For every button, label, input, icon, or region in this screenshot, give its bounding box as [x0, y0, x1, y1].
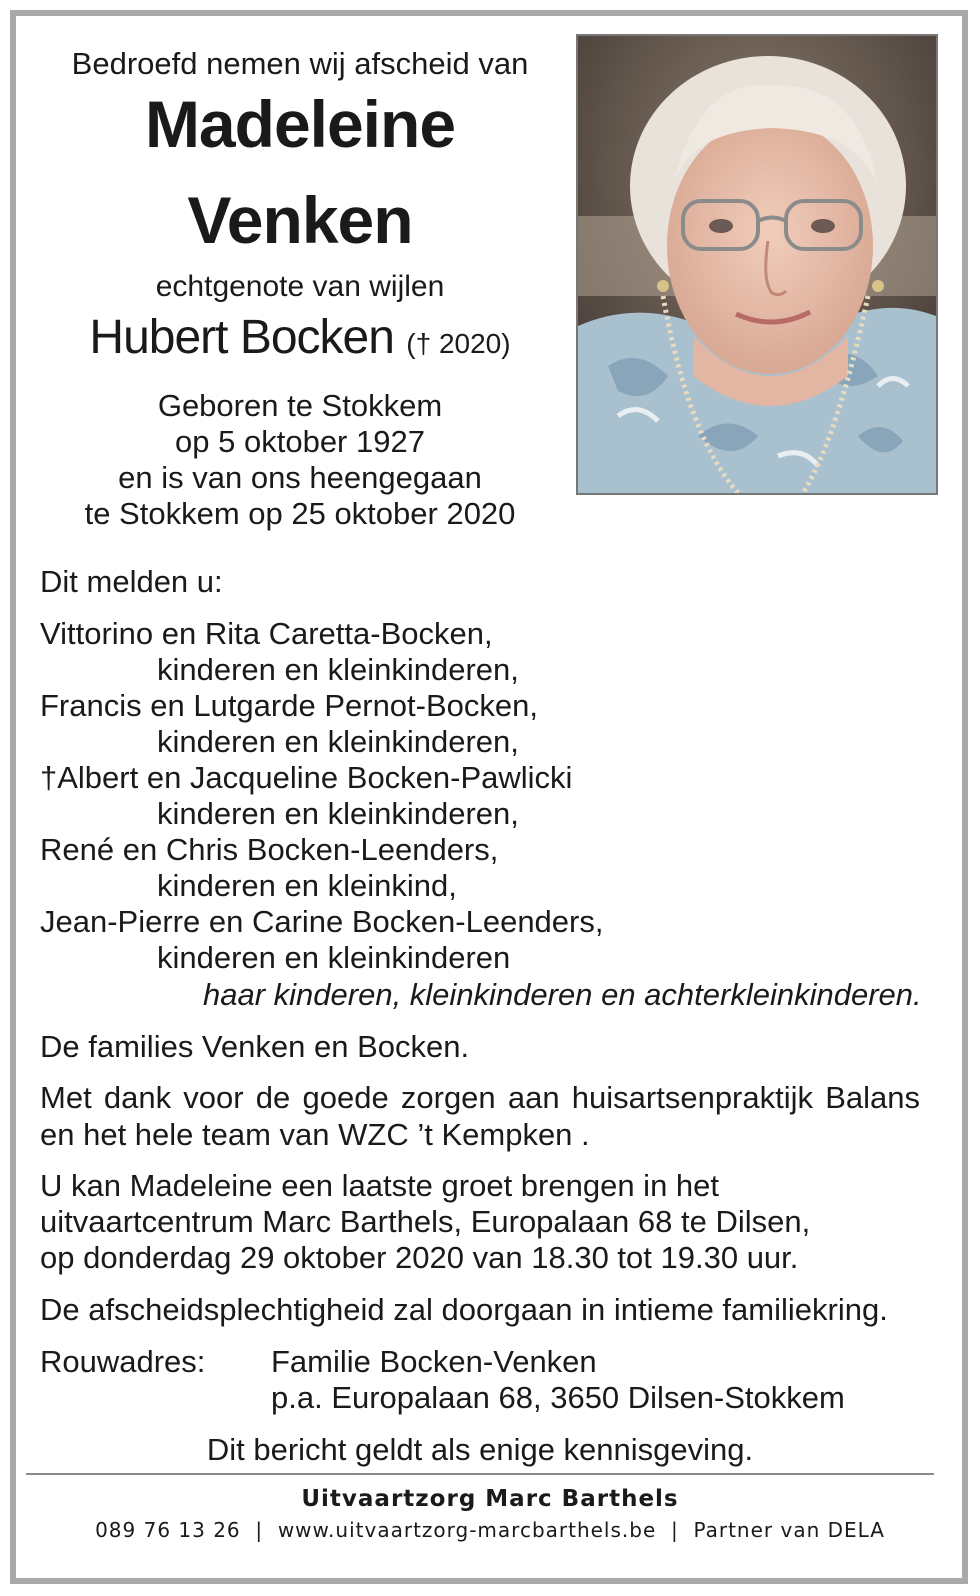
- birth-line-4: te Stokkem op 25 oktober 2020: [84, 496, 516, 531]
- thanks-line-2: en het hele team van WZC ’t Kempken .: [40, 1117, 590, 1152]
- footer-divider: [26, 1473, 934, 1475]
- birth-line-3: en is van ons heengegaan: [118, 460, 482, 495]
- family-name-1: Vittorino en Rita Caretta-Bocken,: [40, 616, 493, 651]
- visitation-line-1: U kan Madeleine een laatste groet brengen in het: [40, 1168, 720, 1203]
- thanks-line-1: Met dank voor de goede zorgen aan huisartsenpraktijk Balans: [40, 1080, 920, 1115]
- spouse-death: († 2020): [406, 328, 511, 359]
- family-sub-4: kinderen en kleinkind,: [157, 868, 457, 903]
- spouse-intro: echtgenote van wijlen: [155, 270, 445, 303]
- address-line-2: p.a. Europalaan 68, 3650 Dilsen-Stokkem: [271, 1380, 845, 1415]
- visitation-line-2: uitvaartcentrum Marc Barthels, Europalaan 68 te Dilsen,: [40, 1204, 811, 1239]
- address-label: Rouwadres:: [40, 1344, 206, 1379]
- family-name-5: Jean-Pierre en Carine Bocken-Leenders,: [40, 904, 604, 939]
- family-name-2: Francis en Lutgarde Pernot-Bocken,: [40, 688, 538, 723]
- portrait-photo: [576, 34, 938, 495]
- family-name-4: René en Chris Bocken-Leenders,: [40, 832, 499, 867]
- ceremony-line: De afscheidsplechtigheid zal doorgaan in intieme familiekring.: [40, 1292, 888, 1327]
- visitation-line-3: op donderdag 29 oktober 2020 van 18.30 tot 19.30 uur.: [40, 1240, 799, 1275]
- birth-line-1: Geboren te Stokkem: [157, 388, 443, 423]
- family-sub-5: kinderen en kleinkinderen: [157, 940, 511, 975]
- address-line-1: Familie Bocken-Venken: [271, 1344, 597, 1379]
- family-closing: haar kinderen, kleinkinderen en achterkleinkinderen.: [203, 977, 922, 1012]
- portrait-illustration: [578, 36, 936, 493]
- family-name-3: †Albert en Jacqueline Bocken-Pawlicki: [40, 760, 573, 795]
- family-sub-3: kinderen en kleinkinderen,: [157, 796, 519, 831]
- intro-text: Bedroefd nemen wij afscheid van: [71, 46, 529, 81]
- notice-line: Dit bericht geldt als enige kennisgeving.: [206, 1432, 754, 1467]
- spouse-line: [40, 310, 560, 365]
- deceased-first-name: Madeleine: [144, 87, 456, 161]
- birth-line-2: op 5 oktober 1927: [175, 424, 425, 459]
- families-line: De families Venken en Bocken.: [40, 1029, 470, 1064]
- family-sub-2: kinderen en kleinkinderen,: [157, 724, 519, 759]
- announce-intro: Dit melden u:: [40, 564, 223, 599]
- funeral-contact: 089 76 13 26 | www.uitvaartzorg-marcbarthels.be | Partner van DELA: [95, 1518, 885, 1542]
- spouse-name: Hubert Bocken: [89, 311, 394, 364]
- funeral-company: Uitvaartzorg Marc Barthels: [301, 1486, 679, 1512]
- family-sub-1: kinderen en kleinkinderen,: [157, 652, 519, 687]
- deceased-last-name: Venken: [187, 183, 413, 257]
